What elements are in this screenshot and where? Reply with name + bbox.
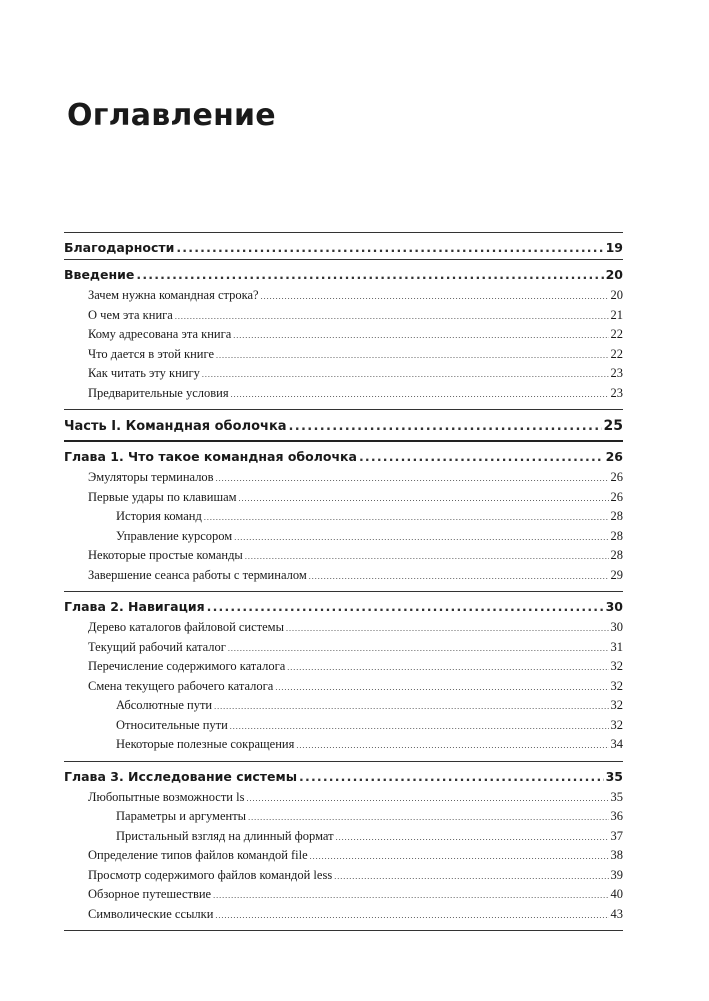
page-number: 38 xyxy=(610,848,623,862)
page-number: 23 xyxy=(610,385,623,400)
dot-leader xyxy=(245,547,609,567)
entry-title: Любопытные возможности ls xyxy=(88,789,245,804)
page-number: 26 xyxy=(605,449,623,464)
dot-leader xyxy=(215,906,608,926)
entry-title: Текущий рабочий каталог xyxy=(88,639,226,654)
entry-title: Пристальный взгляд на длинный формат xyxy=(116,828,334,843)
entry-title: О чем эта книга xyxy=(88,307,173,322)
toc-section-list xyxy=(64,286,623,409)
entry-title: Зачем нужна командная строка? xyxy=(88,288,259,302)
table-of-contents xyxy=(64,232,623,931)
dot-leader xyxy=(202,365,609,385)
entry-title: Символические ссылки xyxy=(88,906,214,921)
toc-section-entry[interactable] xyxy=(64,866,623,886)
page-number: 37 xyxy=(610,828,623,843)
page-number: 32 xyxy=(610,698,623,712)
page-title: Оглавление xyxy=(67,98,276,133)
entry-title: Параметры и аргументы xyxy=(116,809,247,823)
dot-leader xyxy=(336,828,609,848)
entry-title: Первые удары по клавишам xyxy=(88,489,237,504)
toc-section-entry[interactable] xyxy=(64,618,623,638)
entry-title: Смена текущего рабочего каталога xyxy=(88,678,274,693)
page-number: 30 xyxy=(610,620,623,634)
toc-subsection-entry[interactable] xyxy=(64,696,623,716)
toc-section-entry[interactable] xyxy=(64,788,623,808)
entry-title: Что дается в этой книге xyxy=(88,346,215,361)
toc-section-entry[interactable] xyxy=(64,638,623,658)
toc-section-list xyxy=(64,468,623,591)
dot-leader xyxy=(213,886,608,906)
dot-leader xyxy=(261,287,609,307)
entry-title: Абсолютные пути xyxy=(116,698,213,712)
page-number: 32 xyxy=(610,678,623,693)
dot-leader xyxy=(233,326,608,346)
page-number: 28 xyxy=(610,528,623,543)
entry-title: Эмуляторы терминалов xyxy=(88,470,214,484)
dot-leader xyxy=(176,237,603,259)
toc-chapter xyxy=(64,762,623,932)
entry-title: Завершение сеанса работы с терминалом xyxy=(88,567,307,582)
dot-leader xyxy=(214,697,608,717)
dot-leader xyxy=(275,678,608,698)
entry-title: Просмотр содержимого файлов командой less xyxy=(88,867,333,882)
page-number: 30 xyxy=(605,599,623,614)
entry-title: Перечисление содержимого каталога xyxy=(88,659,286,673)
dot-leader xyxy=(287,658,608,678)
toc-subsection-entry[interactable] xyxy=(64,507,623,527)
entry-title: Часть I. Командная оболочка xyxy=(64,419,287,434)
page-number: 29 xyxy=(610,567,623,582)
toc-chapter-entry[interactable] xyxy=(64,442,623,468)
toc-section-entry[interactable] xyxy=(64,345,623,365)
dot-leader xyxy=(204,508,609,528)
page-number: 34 xyxy=(610,737,623,751)
entry-title: История команд xyxy=(116,509,202,523)
page-number: 35 xyxy=(605,768,623,784)
entry-title: Управление курсором xyxy=(116,528,233,543)
toc-chapter xyxy=(64,260,623,410)
entry-title: Предварительные условия xyxy=(88,385,229,400)
toc-subsection-entry[interactable] xyxy=(64,527,623,547)
toc-chapter xyxy=(64,442,623,592)
page-number: 39 xyxy=(610,867,623,882)
entry-title: Благодарности xyxy=(64,240,175,255)
page-number: 26 xyxy=(610,489,623,504)
page-number: 21 xyxy=(610,307,623,322)
toc-section-entry[interactable] xyxy=(64,488,623,508)
entry-title: Некоторые простые команды xyxy=(88,548,243,562)
dot-leader xyxy=(296,736,608,756)
entry-title: Дерево каталогов файловой системы xyxy=(88,620,284,634)
page-number: 23 xyxy=(610,366,623,380)
toc-chapter-entry[interactable] xyxy=(64,260,623,286)
toc-section-entry[interactable] xyxy=(64,546,623,566)
toc-chapter xyxy=(64,232,623,260)
page-number: 43 xyxy=(610,906,623,921)
dot-leader xyxy=(216,469,609,489)
page-number: 28 xyxy=(610,548,623,562)
dot-leader xyxy=(359,446,604,468)
toc-section-entry[interactable] xyxy=(64,677,623,697)
toc-section-entry[interactable] xyxy=(64,846,623,866)
entry-title: Глава 3. Исследование системы xyxy=(64,768,298,784)
toc-chapter-entry[interactable] xyxy=(64,233,623,259)
toc-chapter-entry[interactable] xyxy=(64,762,623,788)
toc-chapter-entry[interactable] xyxy=(64,592,623,618)
page-number: 32 xyxy=(610,717,623,732)
page-number: 19 xyxy=(605,240,623,255)
toc-subsection-entry[interactable] xyxy=(64,807,623,827)
dot-leader xyxy=(234,528,608,548)
toc-section-entry[interactable] xyxy=(64,384,623,404)
page-number: 31 xyxy=(610,639,623,654)
toc-section-entry[interactable] xyxy=(64,306,623,326)
entry-title: Кому адресована эта книга xyxy=(88,327,232,341)
page-number: 22 xyxy=(610,327,623,341)
dot-leader xyxy=(207,596,604,618)
page-number: 26 xyxy=(610,470,623,484)
toc-section-entry[interactable] xyxy=(64,325,623,345)
page-number: 22 xyxy=(610,346,623,361)
dot-leader xyxy=(228,639,609,659)
toc-subsection-entry[interactable] xyxy=(64,735,623,755)
page-number: 20 xyxy=(610,288,623,302)
toc-section-entry[interactable] xyxy=(64,566,623,586)
entry-title: Относительные пути xyxy=(116,717,228,732)
dot-leader xyxy=(309,567,609,587)
dot-leader xyxy=(239,489,609,509)
dot-leader xyxy=(136,264,603,286)
page-number: 32 xyxy=(610,659,623,673)
entry-title: Глава 1. Что такое командная оболочка xyxy=(64,449,357,464)
dot-leader xyxy=(334,867,608,887)
dot-leader xyxy=(230,717,609,737)
entry-title: Определение типов файлов командой file xyxy=(88,848,308,862)
page-number: 36 xyxy=(610,809,623,823)
dot-leader xyxy=(289,413,602,441)
toc-subsection-entry[interactable] xyxy=(64,827,623,847)
dot-leader xyxy=(246,789,608,809)
toc-section-entry[interactable] xyxy=(64,905,623,925)
entry-title: Обзорное путешествие xyxy=(88,887,212,901)
dot-leader xyxy=(248,808,608,828)
entry-title: Некоторые полезные сокращения xyxy=(116,737,295,751)
toc-section-entry[interactable] xyxy=(64,468,623,488)
dot-leader xyxy=(216,346,608,366)
page-number: 28 xyxy=(610,509,623,523)
entry-title: Введение xyxy=(64,267,135,282)
toc-part-entry[interactable] xyxy=(64,410,623,440)
entry-title: Глава 2. Навигация xyxy=(64,599,205,614)
dot-leader xyxy=(286,619,609,639)
page-number: 20 xyxy=(605,267,623,282)
toc-section-entry[interactable] xyxy=(64,286,623,306)
toc-section-entry[interactable] xyxy=(64,364,623,384)
toc-section-entry[interactable] xyxy=(64,657,623,677)
dot-leader xyxy=(231,385,609,405)
page-number: 25 xyxy=(603,418,623,434)
toc-section-entry[interactable] xyxy=(64,885,623,905)
entry-title: Как читать эту книгу xyxy=(88,366,200,380)
dot-leader xyxy=(175,307,609,327)
toc-subsection-entry[interactable] xyxy=(64,716,623,736)
page-number: 35 xyxy=(610,789,623,804)
toc-section-list xyxy=(64,788,623,931)
toc-section-list xyxy=(64,618,623,761)
toc-part xyxy=(64,410,623,442)
dot-leader xyxy=(310,847,609,867)
page-number: 40 xyxy=(610,887,623,901)
toc-chapter xyxy=(64,592,623,762)
dot-leader xyxy=(299,766,604,788)
